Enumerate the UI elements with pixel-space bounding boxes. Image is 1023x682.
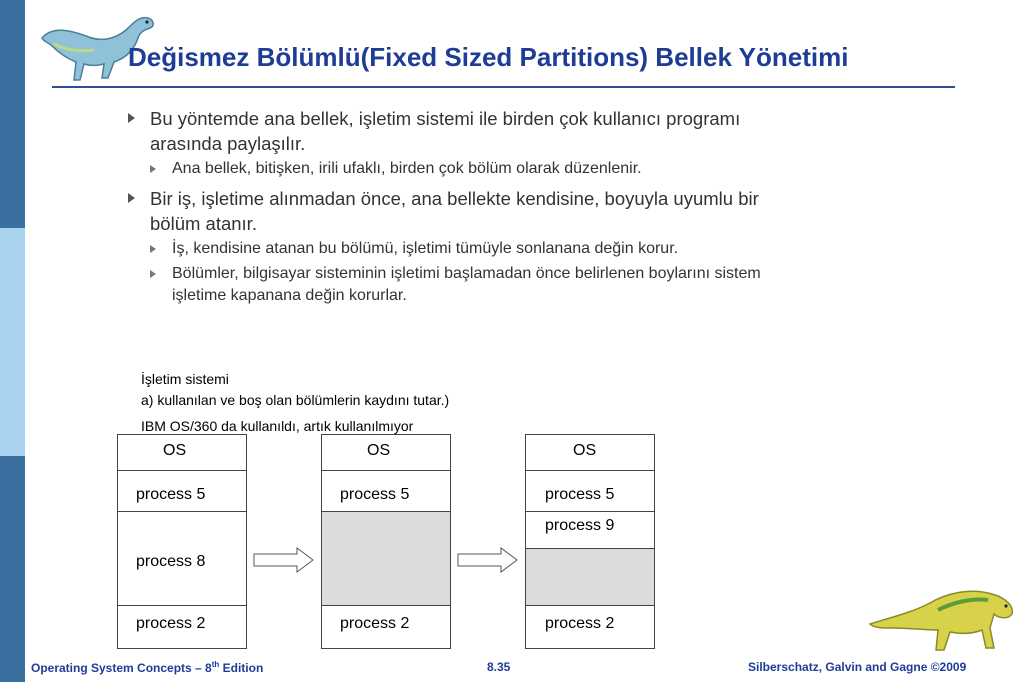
bullet-item [128,106,768,156]
partition: process 5 [322,471,450,512]
memory-map-1 [117,434,247,649]
bullet-arrow-icon [128,113,135,123]
bullet-item [128,186,768,236]
bullet-list [128,106,768,310]
free-partition [322,512,450,606]
footer-page-number: 8.35 [487,660,511,674]
right-arrow-icon [457,547,519,573]
note-line: a) kullanılan ve boş olan bölümlerin kaydını tutar.) [141,392,450,408]
free-partition [526,549,654,606]
left-stripe-bottom [0,456,25,682]
partition-os: OS [322,435,450,471]
partition: process 5 [526,471,654,512]
dinosaur-corner-icon [868,584,1018,656]
partition-os: OS [118,435,246,471]
partition: process 2 [545,615,615,632]
bullet-arrow-icon [128,193,135,203]
note-line: İşletim sistemi [141,371,229,387]
left-stripe-top [0,0,25,228]
bullet-text: İş, kendisine atanan bu bölümü, işletimi tümüyle sonlanana değin korur. [172,240,679,257]
bullet-text: Bir iş, işletime alınmadan önce, ana bellekte kendisine, boyuyla uyumlu bir bölüm atanır. [150,188,759,234]
partition: process 9 [526,512,654,549]
bullet-arrow-icon [150,165,156,173]
bullet-arrow-icon [150,245,156,253]
right-arrow-icon [253,547,315,573]
sub-bullet-item [128,238,768,260]
partition: process 2 [136,615,206,632]
bullet-text: Ana bellek, bitişken, irili ufaklı, birden çok bölüm olarak düzenlenir. [172,160,642,177]
bullet-arrow-icon [150,270,156,278]
footer-left: Operating System Concepts – 8th Edition [31,660,264,675]
memory-map-3 [525,434,655,649]
left-stripe-middle [0,228,25,456]
footer-right: Silberschatz, Galvin and Gagne ©2009 [748,660,967,674]
memory-map-2 [321,434,451,649]
sub-bullet-item [128,263,768,307]
slide-title: Değismez Bölümlü(Fixed Sized Partitions) Bellek Yönetimi [128,42,849,72]
partition-os: OS [526,435,654,471]
sub-bullet-item [128,158,768,180]
partition: process 2 [340,615,410,632]
partition: process 5 [118,471,246,512]
bullet-text: Bu yöntemde ana bellek, işletim sistemi ile birden çok kullanıcı programı arasında paylaşılır. [150,108,741,154]
title-divider [52,86,955,88]
partition: process 8 [118,512,246,606]
bullet-text: Bölümler, bilgisayar sisteminin işletimi başlamadan önce belirlenen boylarını sistem işletime kapanana değin korurlar. [172,265,761,304]
note-line: IBM OS/360 da kullanıldı, artık kullanılmıyor [141,418,414,434]
